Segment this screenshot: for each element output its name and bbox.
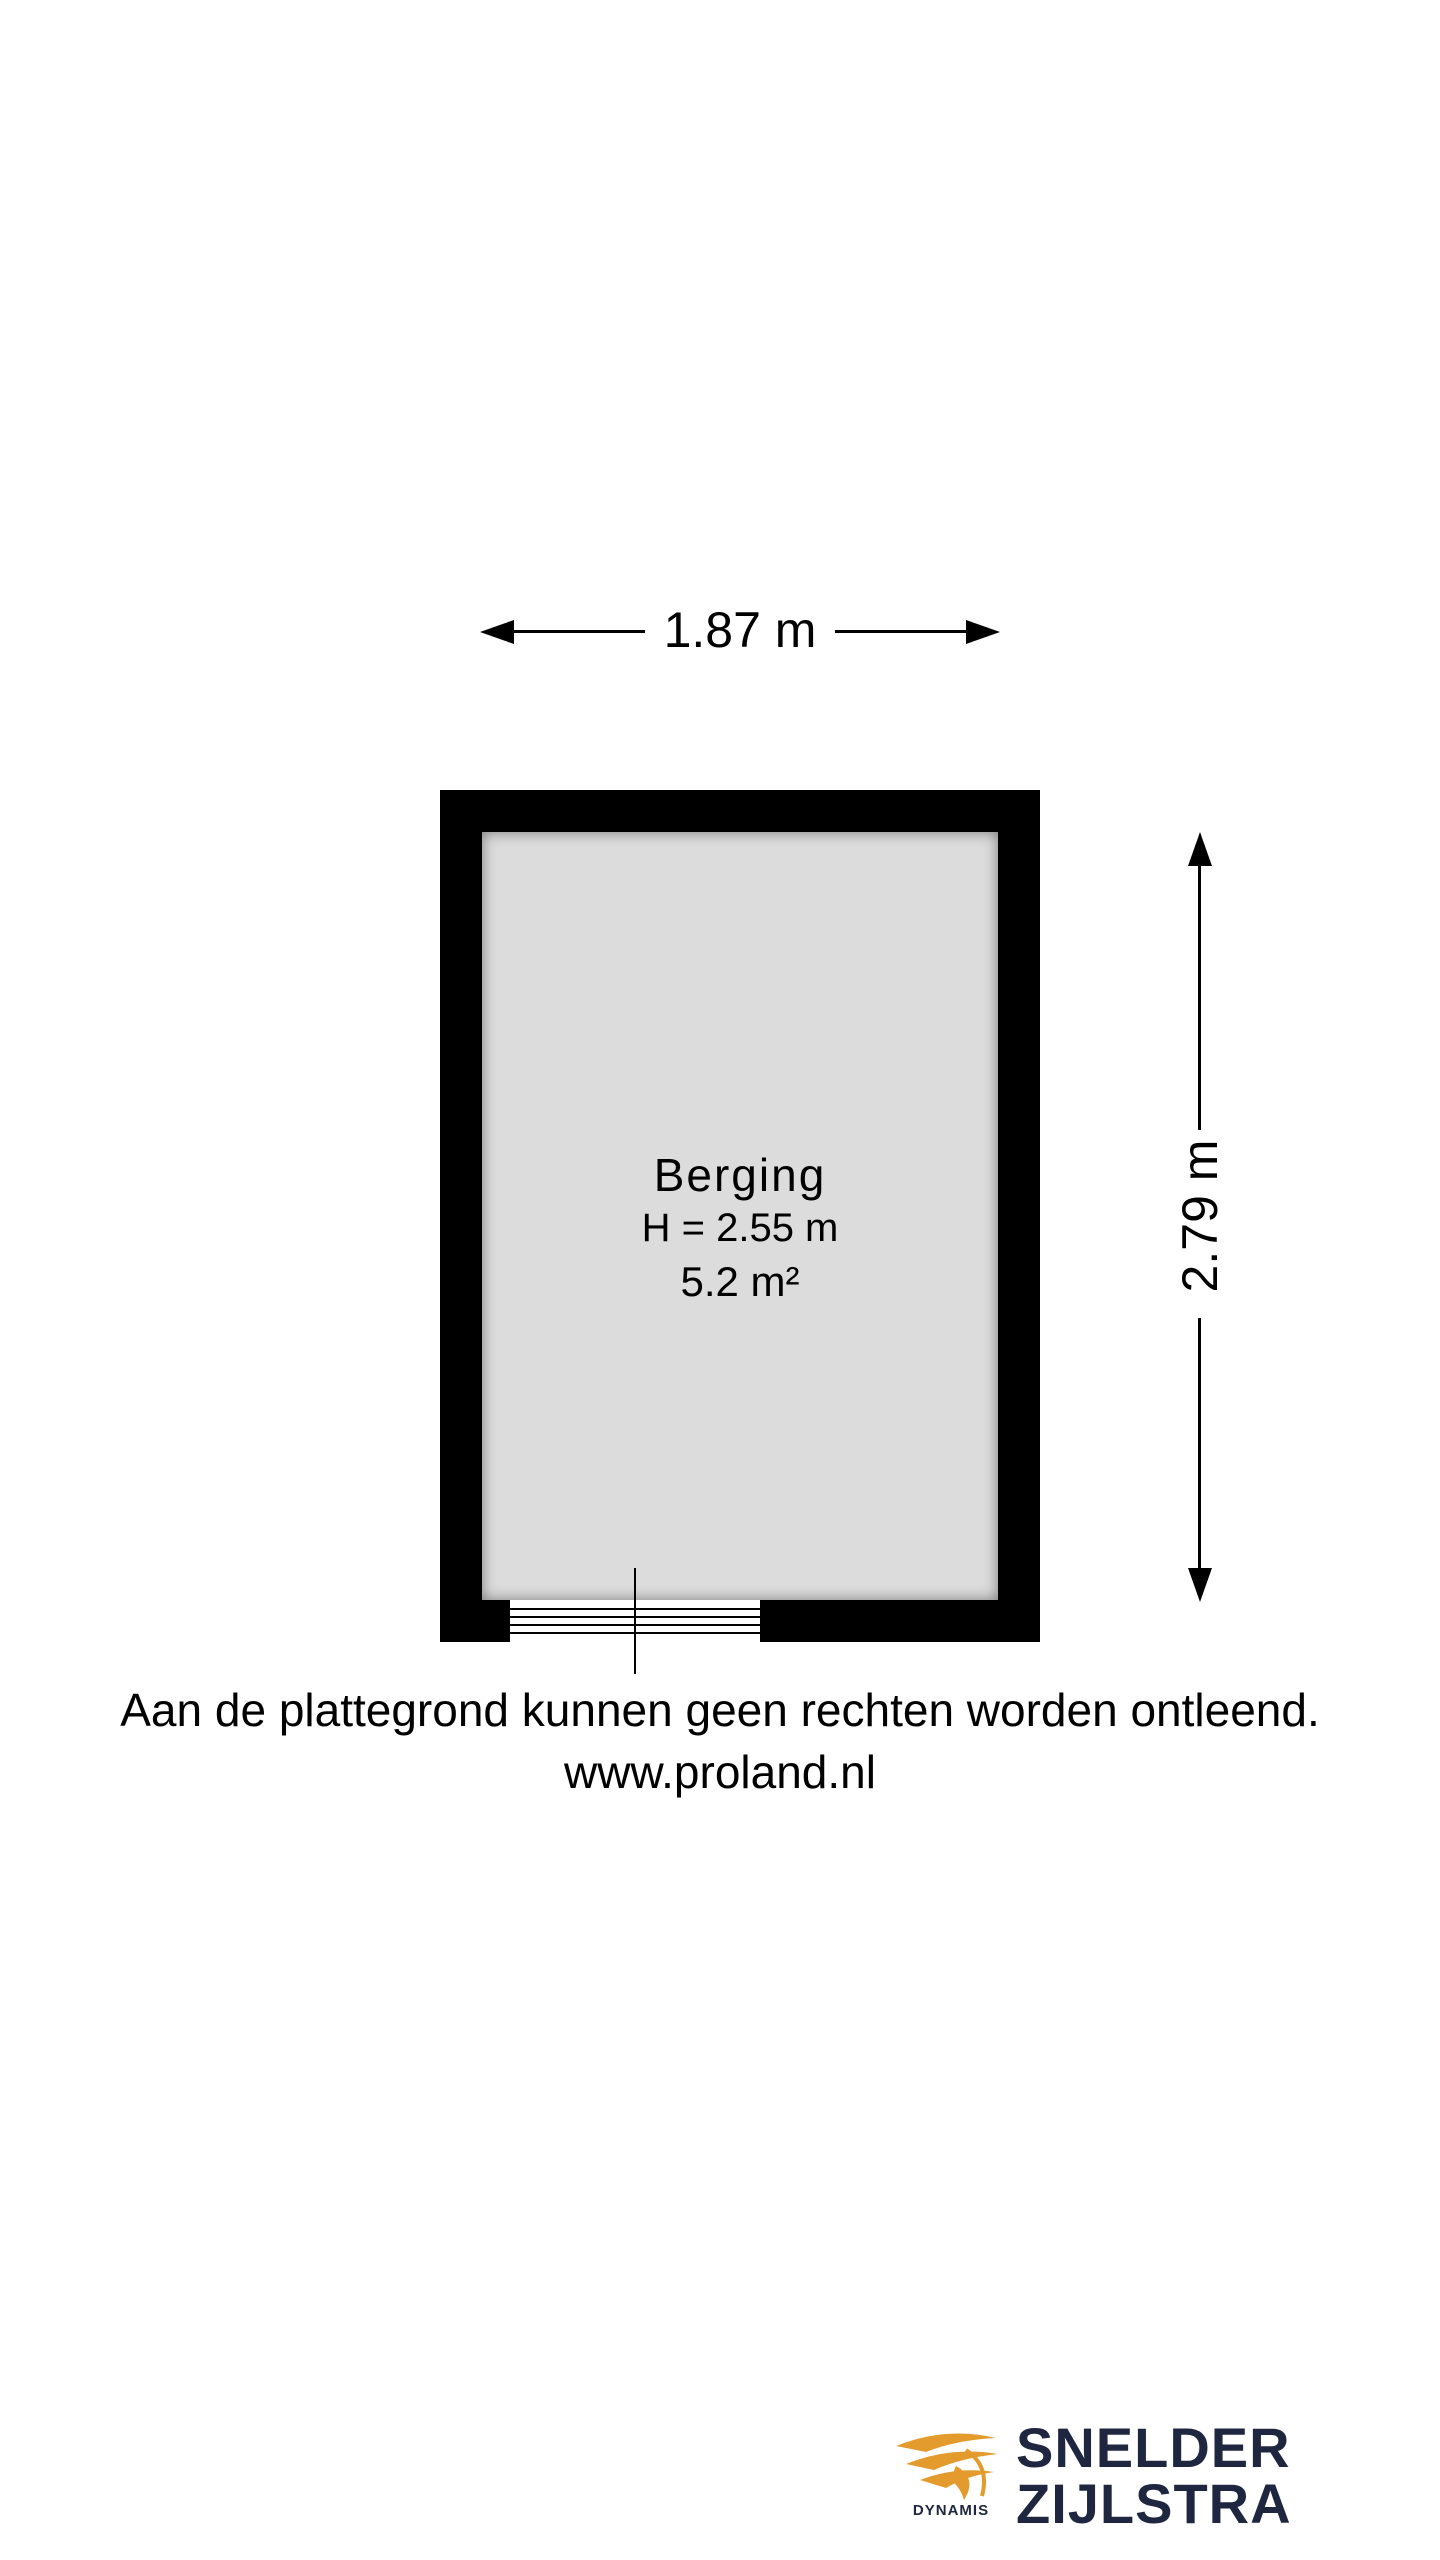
arrow-down-icon: [1188, 1568, 1212, 1602]
width-dimension-line-left: [510, 630, 645, 633]
width-dimension-label: 1.87 m: [663, 602, 817, 658]
room-area: 5.2 m²: [680, 1258, 800, 1305]
room-name: Berging: [653, 1149, 827, 1201]
arrow-up-icon: [1188, 832, 1212, 866]
door-swing-line: [634, 1568, 636, 1674]
disclaimer-text: Aan de plattegrond kunnen geen rechten worden ontleend.: [120, 1684, 1320, 1736]
room-height: H = 2.55 m: [641, 1206, 839, 1250]
length-dimension-label: 2.79 m: [1172, 1139, 1228, 1293]
logo-line-2: ZIJLSTRA: [1016, 2472, 1292, 2535]
logo-sub-label: DYNAMIS: [912, 2502, 990, 2519]
arrow-left-icon: [480, 620, 514, 644]
logo-line-1: SNELDER: [1016, 2416, 1291, 2479]
arrow-right-icon: [966, 620, 1000, 644]
website-text: www.proland.nl: [564, 1746, 876, 1798]
width-dimension-line-right: [835, 630, 970, 633]
length-dimension-line-top: [1198, 862, 1201, 1130]
length-dimension-line-bottom: [1198, 1318, 1201, 1572]
